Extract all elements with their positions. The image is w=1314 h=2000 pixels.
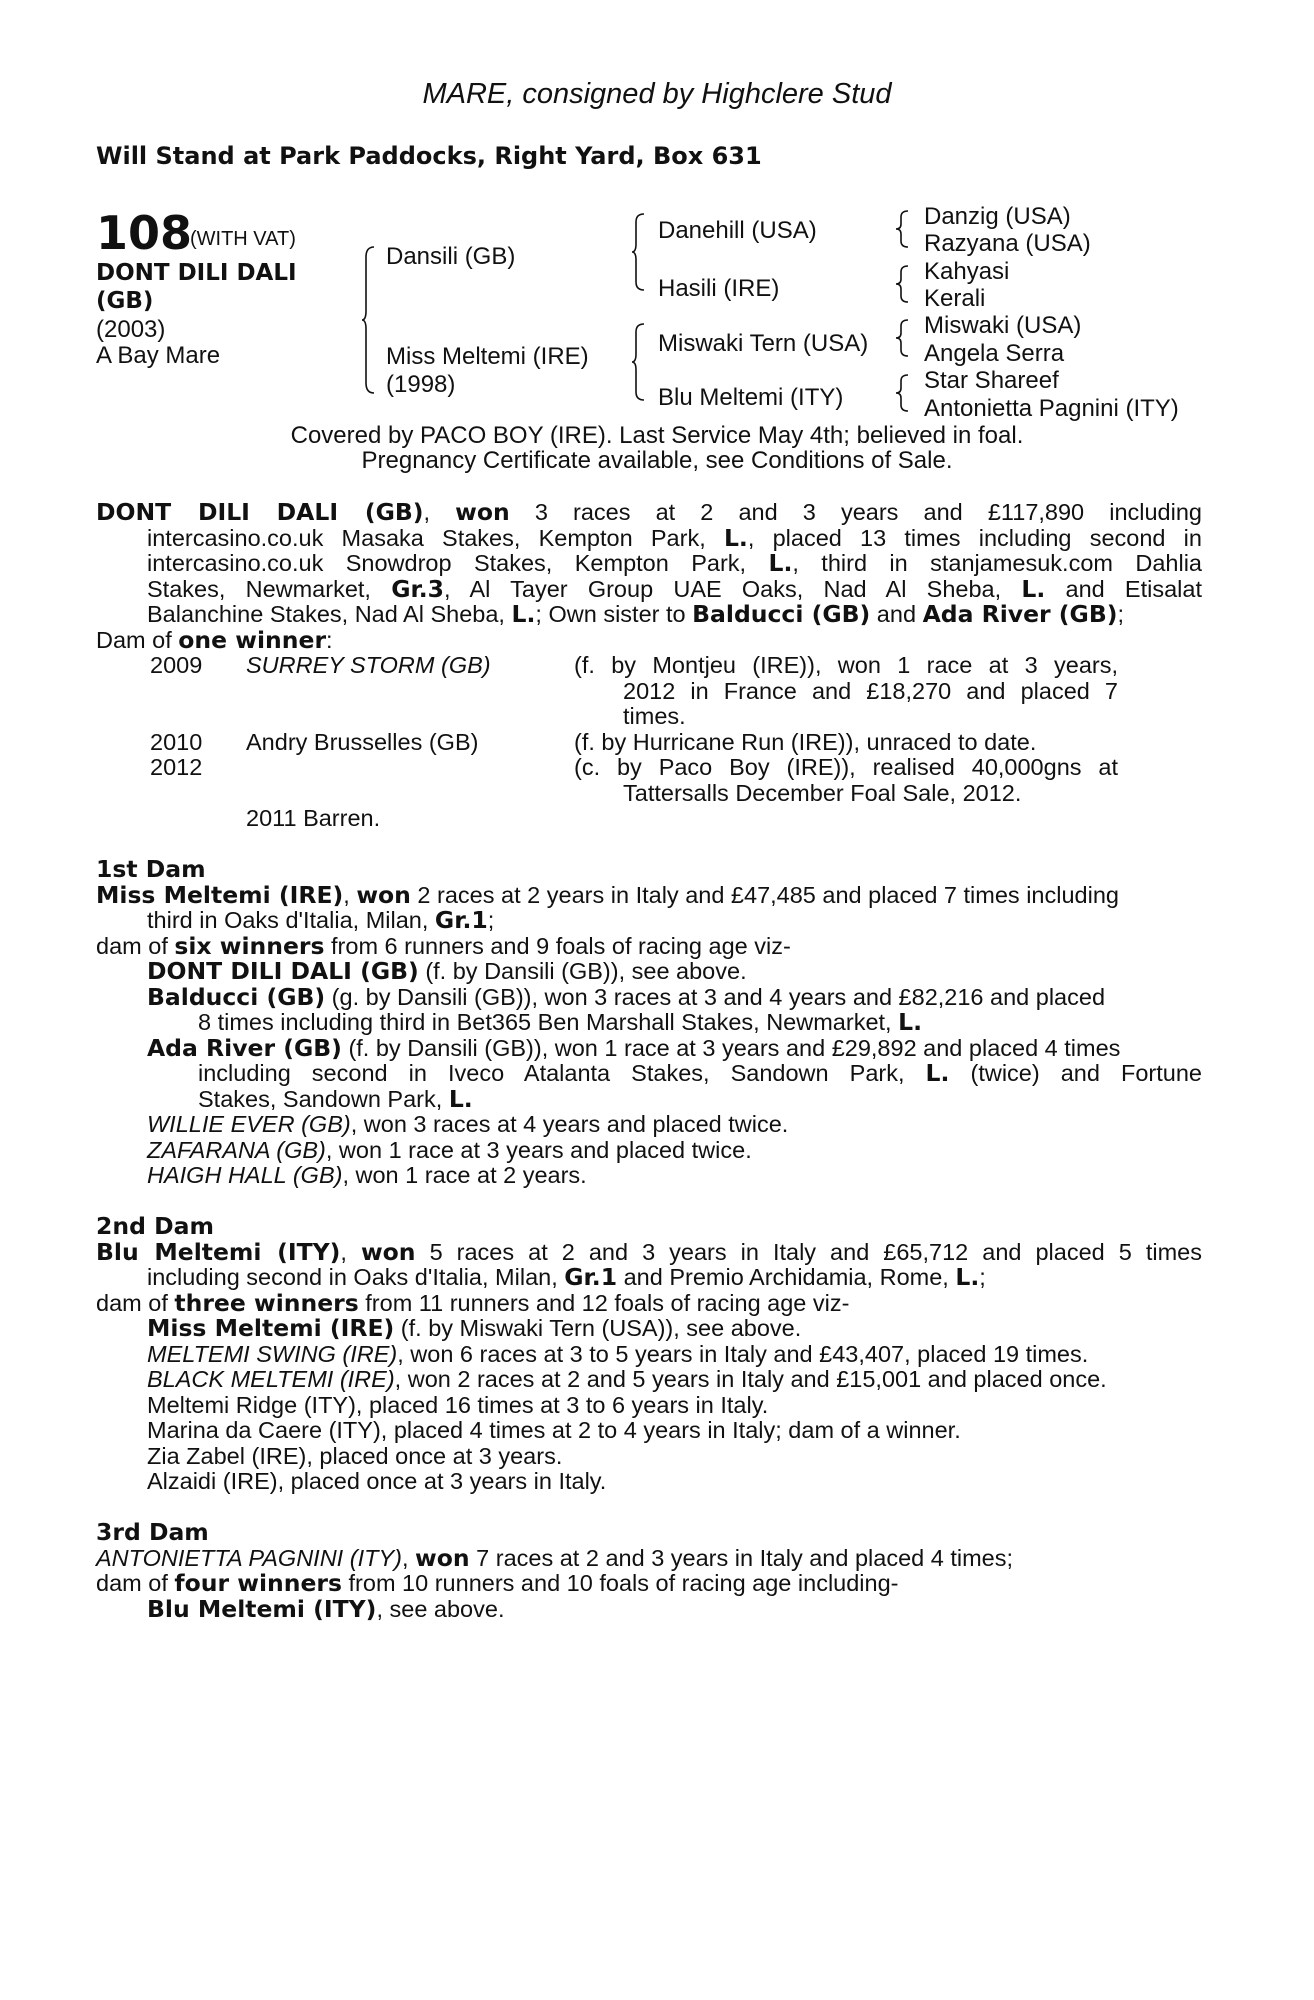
pedigree-gen3-4: Kerali (924, 285, 986, 312)
produce-name: Andry Brusselles (GB) (246, 728, 479, 755)
horse-name: DONT DILI DALI (96, 260, 297, 286)
first-dam-produce-6: HAIGH HALL (GB), won 1 race at 2 years. (147, 1162, 587, 1188)
third-dam-dam-of: dam of four winners from 10 runners and 10 foals of racing age including- (96, 1569, 899, 1597)
pregnancy-note: Pregnancy Certificate available, see Conditions of Sale. (361, 447, 953, 474)
barren-note: 2011 Barren. (246, 805, 381, 831)
pedigree-gen2-4: Blu Meltemi (ITY) (658, 384, 844, 411)
third-dam-heading: 3rd Dam (96, 1518, 209, 1546)
horse-year: (2003) (96, 316, 166, 343)
pedigree-brace-gen3-2 (896, 264, 910, 304)
second-dam-dam-of: dam of three winners from 11 runners and 12 foals of racing age viz- (96, 1288, 850, 1317)
summary-line-3: intercasino.co.uk Snowdrop Stakes, Kempton Park, L., third in stanjamesuk.com Dahlia (147, 549, 1202, 577)
second-dam-produce-3: BLACK MELTEMI (IRE), won 2 races at 2 and 5 years in Italy and £15,001 and placed once. (147, 1366, 1107, 1392)
produce-name: SURREY STORM (GB) (246, 652, 491, 678)
produce-year: 2010 (150, 728, 203, 755)
pedigree-gen3-1: Danzig (USA) (924, 203, 1071, 230)
produce-details: times. (623, 703, 686, 729)
pedigree-brace-gen3-4 (896, 373, 910, 413)
pedigree-gen3-7: Star Shareef (924, 367, 1059, 394)
pedigree-dam: Miss Meltemi (IRE) (386, 343, 589, 370)
pedigree-gen3-3: Kahyasi (924, 258, 1010, 285)
pedigree-gen2-3: Miswaki Tern (USA) (658, 330, 869, 357)
pedigree-gen3-8: Antonietta Pagnini (ITY) (924, 395, 1179, 422)
page-subtitle: MARE, consigned by Highclere Stud (422, 78, 892, 110)
pedigree-gen3-6: Angela Serra (924, 340, 1065, 367)
first-dam-line-2: third in Oaks d'Italia, Milan, Gr.1; (147, 906, 495, 934)
third-dam-produce-1: Blu Meltemi (ITY), see above. (147, 1594, 505, 1623)
first-dam-produce-1: DONT DILI DALI (GB) (f. by Dansili (GB)), see above. (147, 957, 747, 985)
first-dam-line-1: Miss Meltemi (IRE), won 2 races at 2 years in Italy and £47,485 and placed 7 times including (96, 880, 1119, 909)
lot-number: 108 (96, 206, 193, 260)
covered-note: Covered by PACO BOY (IRE). Last Service May 4th; believed in foal. (290, 422, 1024, 449)
horse-description: A Bay Mare (96, 342, 221, 369)
second-dam-line-2: including second in Oaks d'Italia, Milan, Gr.1 and Premio Archidamia, Rome, L.; (147, 1263, 986, 1291)
pedigree-sire: Dansili (GB) (386, 243, 516, 270)
summary-line-2: intercasino.co.uk Masaka Stakes, Kempton Park, L., placed 13 times including second in (147, 523, 1202, 552)
summary-line-1: DONT DILI DALI (GB), won 3 races at 2 and 3 years and £117,890 including (96, 498, 1202, 526)
produce-details: Tattersalls December Foal Sale, 2012. (623, 779, 1022, 806)
produce-details: (f. by Hurricane Run (IRE)), unraced to date. (574, 728, 1037, 755)
summary-line-5: Balanchine Stakes, Nad Al Sheba, L.; Own sister to Balducci (GB) and Ada River (GB); (147, 600, 1125, 628)
pedigree-brace-gen3-3 (896, 318, 910, 358)
first-dam-dam-of: dam of six winners from 6 runners and 9 foals of racing age viz- (96, 931, 791, 960)
second-dam-heading: 2nd Dam (96, 1212, 214, 1240)
first-dam-produce-3: Ada River (GB) (f. by Dansili (GB)), won 1 race at 3 years and £29,892 and placed 4 times (147, 1033, 1121, 1062)
dam-of-line: Dam of one winner: (96, 625, 333, 654)
produce-details: 2012 in France and £18,270 and placed 7 (623, 677, 1118, 704)
second-dam-produce-1: Miss Meltemi (IRE) (f. by Miswaki Tern (USA)), see above. (147, 1314, 802, 1342)
first-dam-produce-3-cont: including second in Iveco Atalanta Stakes, Sandown Park, L. (twice) and Fortune (198, 1059, 1202, 1087)
pedigree-gen2-1: Danehill (USA) (658, 217, 817, 244)
produce-year: 2009 (150, 652, 203, 678)
second-dam-produce-2: MELTEMI SWING (IRE), won 6 races at 3 to 5 years in Italy and £43,407, placed 19 times. (147, 1340, 1089, 1367)
second-dam-produce-5: Marina da Caere (ITY), placed 4 times at 2 to 4 years in Italy; dam of a winner. (147, 1417, 961, 1443)
horse-name-country: (GB) (96, 288, 154, 314)
first-dam-produce-4: WILLIE EVER (GB), won 3 races at 4 years and placed twice. (147, 1111, 789, 1137)
vat-note: (WITH VAT) (190, 228, 296, 250)
second-dam-produce-7: Alzaidi (IRE), placed once at 3 years in Italy. (147, 1468, 607, 1494)
first-dam-produce-3-cont2: Stakes, Sandown Park, L. (198, 1084, 473, 1113)
second-dam-produce-6: Zia Zabel (IRE), placed once at 3 years. (147, 1442, 563, 1469)
produce-details: (f. by Montjeu (IRE)), won 1 race at 3 years, (574, 652, 1118, 678)
stand-location: Will Stand at Park Paddocks, Right Yard, Box 631 (96, 142, 762, 170)
produce-details: (c. by Paco Boy (IRE)), realised 40,000gns at (574, 754, 1118, 780)
produce-year: 2012 (150, 754, 203, 780)
pedigree-brace-gen2-bottom (632, 322, 646, 402)
pedigree-brace-gen2-top (632, 212, 646, 292)
pedigree-gen3-5: Miswaki (USA) (924, 312, 1082, 339)
third-dam-line-1: ANTONIETTA PAGNINI (ITY), won 7 races at 2 and 3 years in Italy and placed 4 times; (96, 1543, 1014, 1572)
first-dam-produce-2-cont: 8 times including third in Bet365 Ben Marshall Stakes, Newmarket, L. (198, 1008, 923, 1036)
pedigree-brace-gen3-1 (896, 209, 910, 249)
second-dam-line-1: Blu Meltemi (ITY), won 5 races at 2 and 3 years in Italy and £65,712 and placed 5 times (96, 1237, 1202, 1266)
pedigree-gen2-2: Hasili (IRE) (658, 275, 780, 302)
first-dam-produce-2: Balducci (GB) (g. by Dansili (GB)), won 3 races at 3 and 4 years and £82,216 and placed (147, 982, 1106, 1011)
first-dam-heading: 1st Dam (96, 855, 206, 883)
pedigree-gen3-2: Razyana (USA) (924, 230, 1091, 257)
summary-line-4: Stakes, Newmarket, Gr.3, Al Tayer Group UAE Oaks, Nad Al Sheba, L. and Etisalat (147, 574, 1202, 603)
first-dam-produce-5: ZAFARANA (GB), won 1 race at 3 years and placed twice. (147, 1136, 752, 1163)
pedigree-dam-year: (1998) (386, 371, 456, 398)
pedigree-brace-gen1 (362, 245, 376, 395)
second-dam-produce-4: Meltemi Ridge (ITY), placed 16 times at 3 to 6 years in Italy. (147, 1391, 769, 1418)
